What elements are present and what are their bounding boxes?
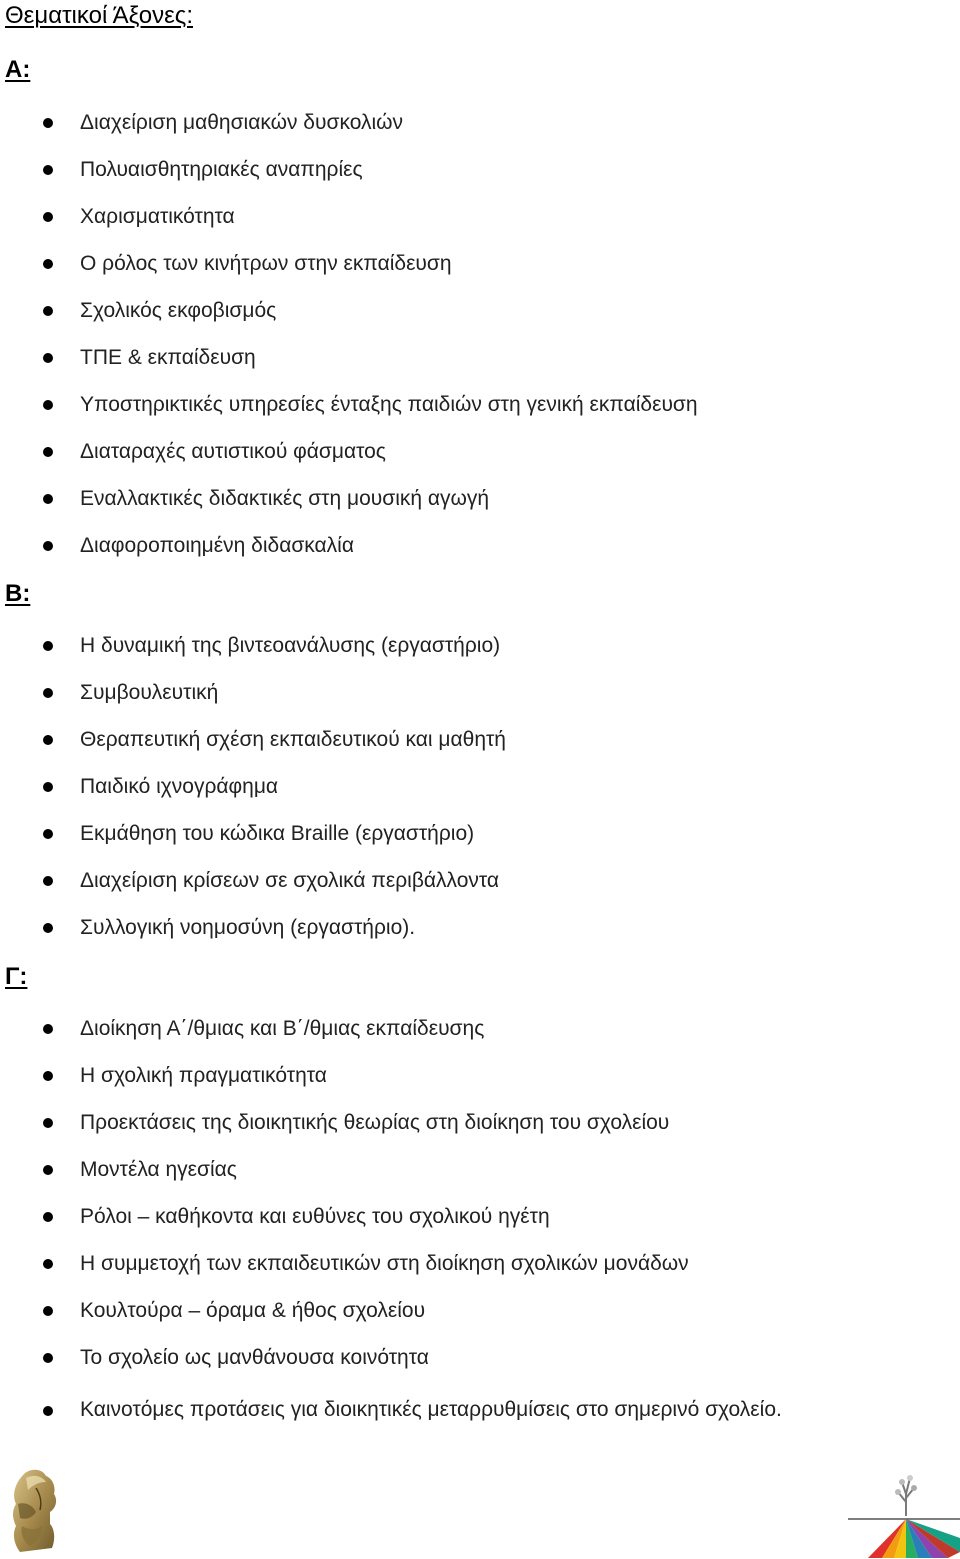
list-item: Σχολικός εκφοβισμός (0, 287, 698, 334)
section-b-label: Β: (5, 580, 31, 607)
list-item: Το σχολείο ως μανθάνουσα κοινότητα (0, 1334, 782, 1381)
list-item: Η δυναμική της βιντεοανάλυσης (εργαστήριο) (0, 622, 506, 669)
section-c-label: Γ: (5, 963, 28, 990)
list-item: Καινοτόμες προτάσεις για διοικητικές μεταρρυθμίσεις στο σημερινό σχολείο. (0, 1386, 782, 1433)
list-item: Η συμμετοχή των εκπαιδευτικών στη διοίκηση σχολικών μονάδων (0, 1240, 782, 1287)
list-item: Μοντέλα ηγεσίας (0, 1146, 782, 1193)
list-item: Διαχείριση μαθησιακών δυσκολιών (0, 99, 698, 146)
athena-helmet-logo (6, 1468, 60, 1554)
list-item: Εναλλακτικές διδακτικές στη μουσική αγωγή (0, 475, 698, 522)
colorful-tree-logo (848, 1472, 960, 1558)
list-item: Διαχείριση κρίσεων σε σχολικά περιβάλλοντα (0, 857, 506, 904)
section-a-list (0, 99, 698, 569)
list-item: Κουλτούρα – όραμα & ήθος σχολείου (0, 1287, 782, 1334)
page-title: Θεματικοί Άξονες: (5, 2, 194, 29)
list-item: Η σχολική πραγματικότητα (0, 1052, 782, 1099)
list-item: Διαταραχές αυτιστικού φάσματος (0, 428, 698, 475)
list-item: ΤΠΕ & εκπαίδευση (0, 334, 698, 381)
list-item: Προεκτάσεις της διοικητικής θεωρίας στη διοίκηση του σχολείου (0, 1099, 782, 1146)
section-a-label: Α: (5, 56, 31, 83)
section-c-list (0, 1005, 782, 1433)
list-item: Ρόλοι – καθήκοντα και ευθύνες του σχολικού ηγέτη (0, 1193, 782, 1240)
list-item: Χαρισματικότητα (0, 193, 698, 240)
list-item: Υποστηρικτικές υπηρεσίες ένταξης παιδιών στη γενική εκπαίδευση (0, 381, 698, 428)
section-b-list (0, 622, 506, 951)
list-item: Διοίκηση Α΄/θμιας και Β΄/θμιας εκπαίδευσης (0, 1005, 782, 1052)
list-item: Διαφοροποιημένη διδασκαλία (0, 522, 698, 569)
list-item: Παιδικό ιχνογράφημα (0, 763, 506, 810)
list-item: Συμβουλευτική (0, 669, 506, 716)
list-item: Πολυαισθητηριακές αναπηρίες (0, 146, 698, 193)
list-item: Συλλογική νοημοσύνη (εργαστήριο). (0, 904, 506, 951)
list-item: Θεραπευτική σχέση εκπαιδευτικού και μαθητή (0, 716, 506, 763)
list-item: Εκμάθηση του κώδικα Braille (εργαστήριο) (0, 810, 506, 857)
list-item: Ο ρόλος των κινήτρων στην εκπαίδευση (0, 240, 698, 287)
